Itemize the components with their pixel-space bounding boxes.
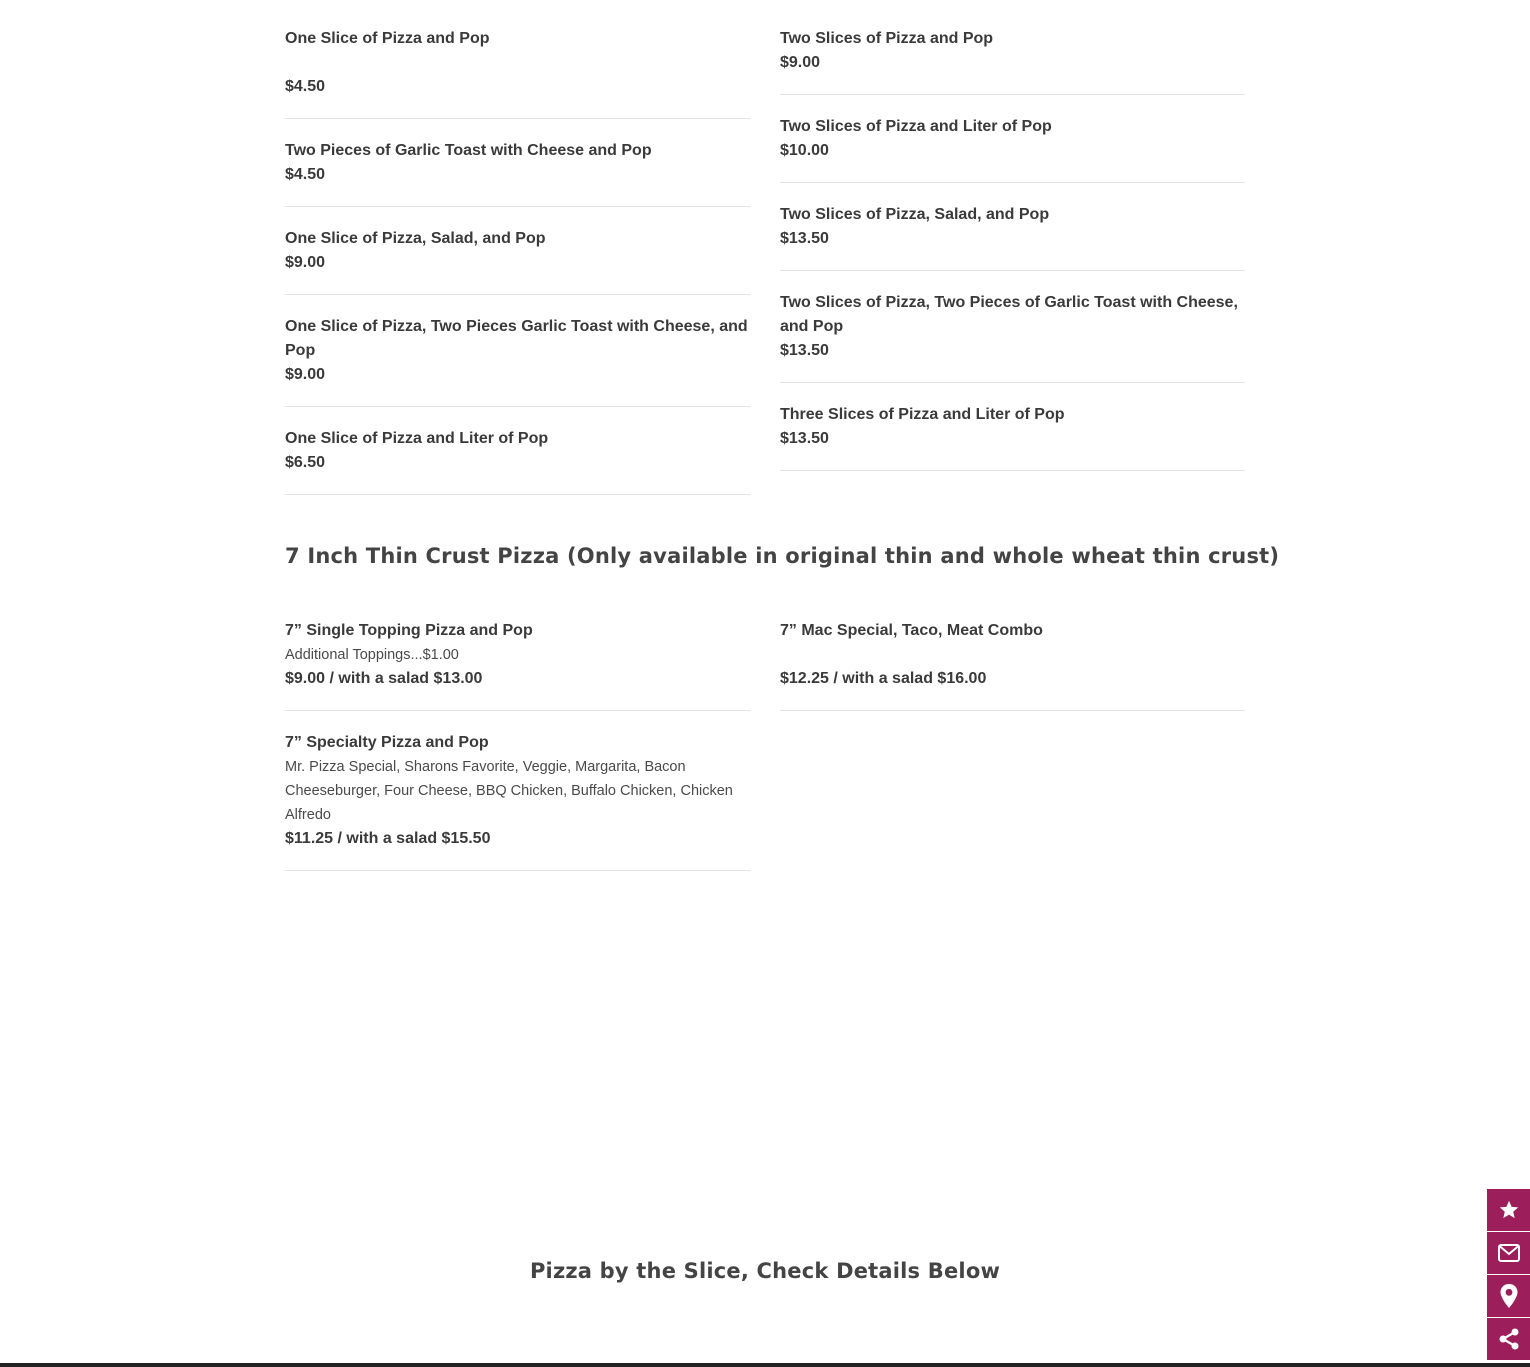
item-name: Two Pieces of Garlic Toast with Cheese and Pop (285, 142, 652, 159)
envelope-icon (1497, 1243, 1521, 1263)
item-price: $10.00 (780, 142, 829, 159)
item-name: Two Slices of Pizza, Salad, and Pop (780, 206, 1050, 223)
share-button[interactable] (1487, 1318, 1530, 1360)
item-name: Two Slices of Pizza, Two Pieces of Garlic Toast with Cheese, and Pop (780, 294, 1238, 335)
item-price: $6.50 (285, 454, 326, 471)
footer-heading: Pizza by the Slice, Check Details Below (529, 1259, 1001, 1283)
item-description (780, 643, 1245, 667)
item-name: Two Slices of Pizza and Pop (780, 30, 994, 47)
menu-item (285, 315, 750, 407)
page-bottom-border (0, 1363, 1530, 1367)
item-price: $13.50 (780, 430, 829, 447)
item-name: Two Slices of Pizza and Liter of Pop (780, 118, 1052, 135)
combo-column-right (780, 27, 1245, 491)
combo-column-left (285, 27, 750, 515)
item-name: One Slice of Pizza, Salad, and Pop (285, 230, 546, 247)
menu-item (780, 619, 1245, 711)
email-button[interactable] (1487, 1232, 1530, 1274)
menu-item (285, 619, 750, 711)
menu-item (285, 139, 750, 207)
item-description: Mr. Pizza Special, Sharons Favorite, Veggie, Margarita, Bacon Cheeseburger, Four Cheese, BBQ Chicken, Buffalo Chicken, Chicken Alfredo (285, 759, 733, 823)
item-name: One Slice of Pizza, Two Pieces Garlic Toast with Cheese, and Pop (285, 318, 748, 359)
menu-item (285, 227, 750, 295)
map-pin-icon (1499, 1283, 1519, 1309)
item-name: One Slice of Pizza and Pop (285, 30, 490, 47)
menu-item (285, 27, 750, 119)
item-price: $9.00 (780, 54, 821, 71)
share-icon (1497, 1327, 1521, 1351)
item-price: $9.00 (285, 366, 326, 383)
star-icon (1498, 1199, 1520, 1221)
menu-item (780, 291, 1245, 383)
item-name: 7” Specialty Pizza and Pop (285, 734, 489, 751)
item-price: $13.50 (780, 342, 829, 359)
menu-item (285, 427, 750, 495)
thin-crust-column-left (285, 619, 750, 891)
thin-crust-column-right (780, 619, 1245, 731)
item-description: Additional Toppings...$1.00 (285, 647, 459, 663)
item-price: $12.25 / with a salad $16.00 (780, 670, 987, 687)
side-action-bar (1487, 1189, 1530, 1361)
menu-item (780, 203, 1245, 271)
item-name: 7” Single Topping Pizza and Pop (285, 622, 533, 639)
item-price: $4.50 (285, 78, 326, 95)
item-name: One Slice of Pizza and Liter of Pop (285, 430, 549, 447)
reviews-button[interactable] (1487, 1189, 1530, 1231)
item-name: 7” Mac Special, Taco, Meat Combo (780, 622, 1043, 639)
menu-item (780, 403, 1245, 471)
item-price: $13.50 (780, 230, 829, 247)
menu-item (780, 27, 1245, 95)
item-price: $9.00 (285, 254, 326, 271)
item-price: $9.00 / with a salad $13.00 (285, 670, 483, 687)
item-price: $4.50 (285, 166, 326, 183)
menu-item (285, 731, 750, 871)
location-button[interactable] (1487, 1275, 1530, 1317)
item-price: $11.25 / with a salad $15.50 (285, 830, 491, 847)
item-description (285, 51, 750, 75)
section-heading: 7 Inch Thin Crust Pizza (Only available in original thin and whole wheat thin crust) (285, 544, 1280, 568)
menu-item (780, 115, 1245, 183)
item-name: Three Slices of Pizza and Liter of Pop (780, 406, 1065, 423)
